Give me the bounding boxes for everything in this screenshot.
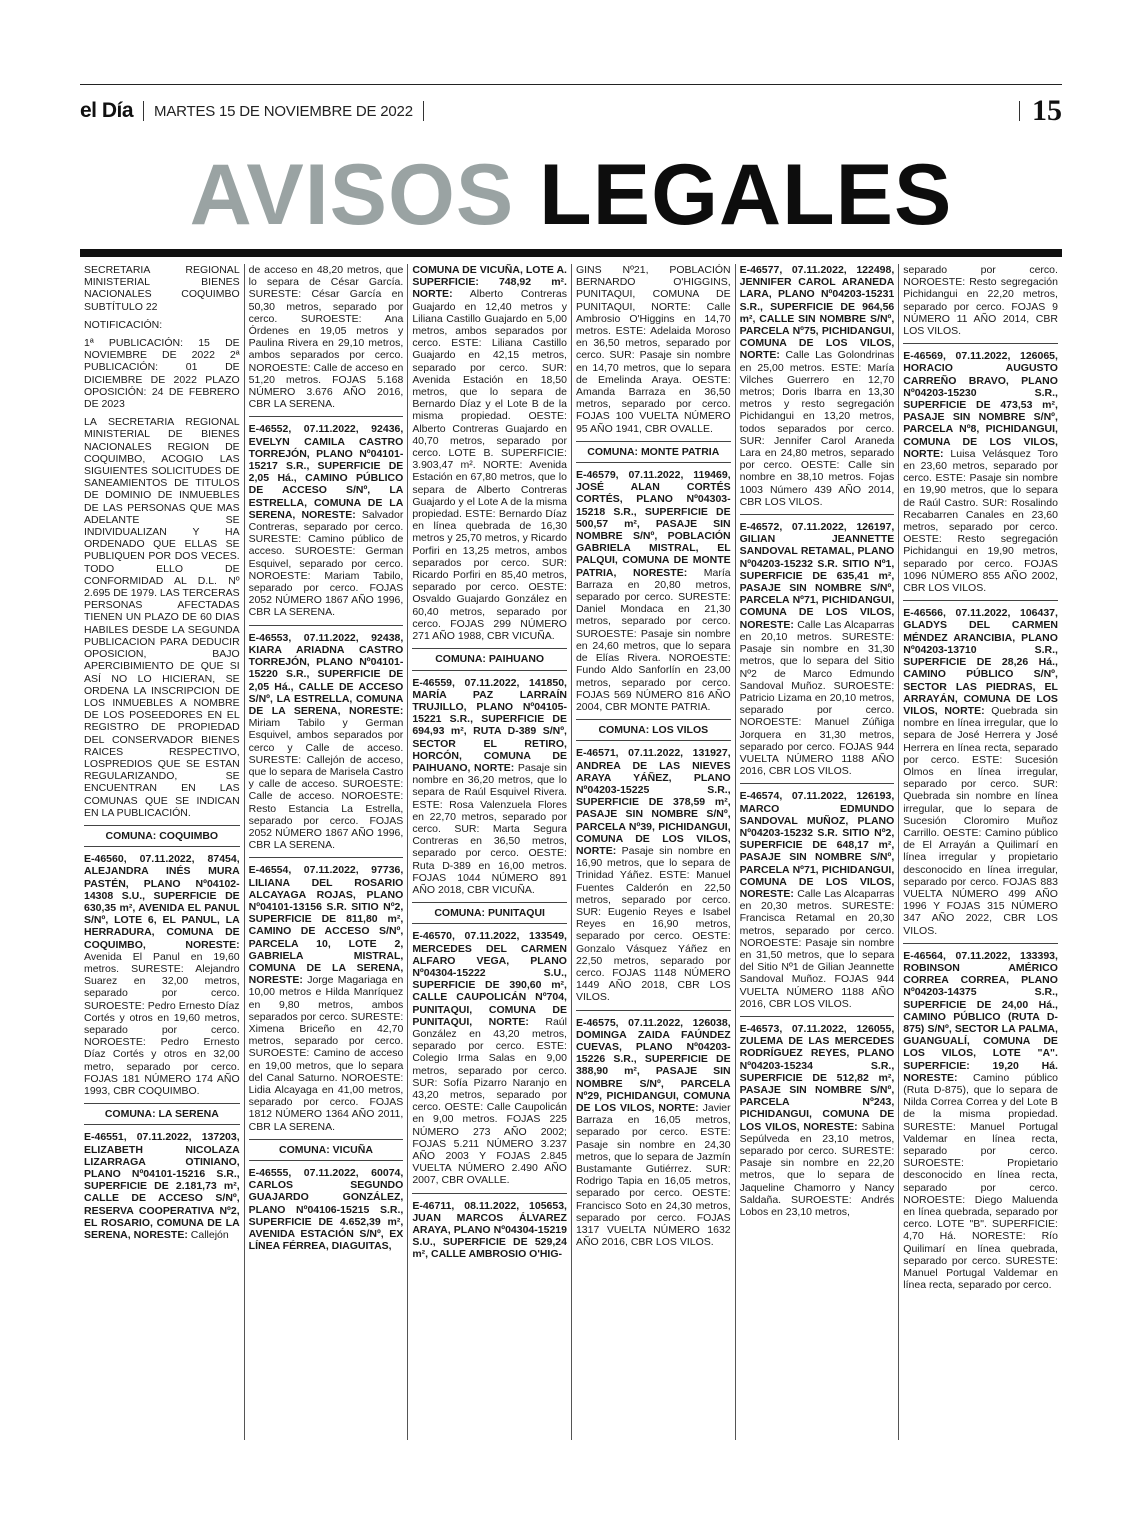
newspaper-logo: el Día — [80, 99, 134, 122]
notice-divider — [249, 416, 404, 417]
comuna-heading: COMUNA: VICUÑA — [249, 1139, 404, 1161]
notice-paragraph — [740, 521, 895, 777]
notice-bold-lead: E-46553, 07.11.2022, 92438, KIARA ARIADNA CASTRO TORREJÓN, PLANO Nº04101-15220 S.R., SUPERFICIE DE 2,05 Há., CALLE DE ACCESO S/Nº, LA ESTRELLA, COMUNA DE LA SERENA, NORESTE: — [248, 631, 404, 717]
notice-paragraph — [249, 1167, 404, 1252]
notice-body-text: GINS Nº21, POBLACIÓN BERNARDO O'HIGGINS, PUNITAQUI, COMUNA DE PUNITAQUI, NORTE: Calle Ambrosio O'Higgins en 14,70 metros. ESTE: Adelaida Moroso en 36,50 metros, separado por cerco. SUR: Pasaje sin nombre en 14,70 metros, que lo separa de Emelinda Araya. OESTE: Amanda Barraza en 36,50 metros, separado por cerco. FOJAS 100 VUELTA NÚMERO 95 AÑO 1941, CBR OVALLE. — [575, 264, 731, 435]
notice-body-text: Calle Las Alcaparras en 20,30 metros. SURESTE: Francisca Retamal en 20,30 metros, separado por cerco. NOROESTE: Pasaje sin nombre en 31,50 metros, que lo separa del Sitio Nº1 de Gilian Jeannette Sandoval Muñoz. FOJAS 944 VUELTA NÚMERO 1188 AÑO 2016, CBR LOS VILOS. — [739, 887, 895, 1010]
comuna-heading: COMUNA: PUNITAQUI — [412, 902, 567, 924]
notice-bold-lead: E-46571, 07.11.2022, 131927, ANDREA DE LAS NIEVES ARAYA YÁÑEZ, PLANO Nº04203-15225 S.R., SUPERFICIE DE 378,59 m², PASAJE SIN NOMBRE S/Nº, PARCELA Nº39, PICHIDANGUI, COMUNA DE LOS VILOS, NORTE: — [575, 747, 731, 857]
comuna-heading: COMUNA: COQUIMBO — [84, 825, 240, 847]
notice-divider — [249, 625, 404, 626]
notice-bold-lead: E-46573, 07.11.2022, 126055, ZULEMA DE LAS MERCEDES RODRÍGUEZ REYES, PLANO Nº04203-15234 S.R., SUPERFICIE DE 512,82 m², PASAJE SIN NOMBRE S/Nº, PARCELA Nº243, PICHIDANGUI, COMUNA DE LOS VILOS, NORESTE: — [739, 1022, 895, 1133]
notice-paragraph — [412, 264, 567, 642]
notice-body-text: SECRETARIA REGIONAL MINISTERIAL BIENES NACIONALES COQUIMBO SUBTÍTULO 22 — [84, 264, 240, 313]
comuna-heading: COMUNA: LA SERENA — [84, 1103, 240, 1125]
notice-bold-lead: E-46577, 07.11.2022, 122498, JENNIFER CAROL ARANEDA LARA, PLANO Nº04203-15231 S.R., SUPERFICIE DE 964,56 m², CALLE SIN NOMBRE S/Nº, PARCELA Nº75, PICHIDANGUI, COMUNA DE LOS VILOS, NORTE: — [739, 264, 895, 362]
notice-paragraph — [740, 264, 895, 508]
notice-paragraph — [903, 607, 1058, 936]
notice-bold-lead: E-46555, 07.11.2022, 60074, CARLOS SEGUNDO GUAJARDO GONZÁLEZ, PLANO Nº04106-15215 S.R., SUPERFICIE DE 4.652,39 m², AVENIDA ESTACIÓN S/Nº, EX LÍNEA FÉRREA, DIAGUITAS, — [248, 1167, 404, 1253]
notice-body-text: Avenida El Panul en 19,60 metros. SURESTE: Alejandro Suarez en 32,00 metros, separado por cerco. SUROESTE: Pedro Ernesto Díaz Cortés y otros en 19,60 metros, separado por cerco. NOROESTE: Pedro Ernesto Díaz Cortés y otros en 32,00 metro, separado por cerco. FOJAS 181 NÚMERO 174 AÑO 1993, CBR COQUIMBO. — [84, 950, 240, 1097]
notice-divider — [249, 857, 404, 858]
notice-paragraph — [84, 319, 240, 331]
column-2 — [244, 264, 408, 1440]
top-rule — [80, 84, 1062, 85]
notice-body-text: Sabina Sepúlveda en 23,10 metros, separado por cerco. SURESTE: Pasaje sin nombre en 22,20 metros, que lo separa de Jaqueline Chamorro y Nancy Saldaña. SUROESTE: Andrés Lobos en 23,10 metros, — [739, 1120, 895, 1219]
headline-word-avisos: AVISOS — [189, 147, 515, 243]
notice-body-text: 1ª PUBLICACIÓN: 15 DE NOVIEMBRE DE 2022 2ª PUBLICACIÓN: 01 DE DICIEMBRE DE 2022 PLAZO OPOSICIÓN: 24 DE FEBRERO DE 2023 — [84, 337, 240, 411]
header-separator — [423, 101, 424, 121]
notice-body-text: de acceso en 48,20 metros, que lo separa de César García. SURESTE: César García en 50,30 metros, separado por cerco. SUROESTE: Ana Órdenes en 19,05 metros y Paulina Rivera en 29,10 metros, ambos separados por cerco. NOROESTE: Calle de acceso en 51,20 metros. FOJAS 5.168 NÚMERO 3.676 AÑO 2016, CBR LA SERENA. — [248, 264, 404, 411]
column-5 — [735, 264, 899, 1440]
notice-body-text: Javier Barraza en 16,05 metros, separado por cerco. ESTE: Pasaje sin nombre en 24,30 metros, que lo separa de Jazmín Bustamante Gutiérrez. SUR: Rodrigo Tapia en 16,05 metros, separado por cerco. OESTE: Francisco Soto en 24,30 metros, separado por cerco. FOJAS 1317 VUELTA NÚMERO 1632 AÑO 2016, CBR LOS VILOS. — [575, 1102, 731, 1249]
notice-paragraph — [84, 853, 240, 1097]
notice-body-text: Pasaje sin nombre en 36,20 metros, que lo separa de Raúl Esquivel Rivera. ESTE: Rosa Valenzuela Flores en 22,70 metros, separado por cerco. SUR: Marta Segura Contreras en 36,50 metros, separado por cerco. OESTE: Ruta D-389 en 16,00 metros. FOJAS 1044 NÚMERO 891 AÑO 2018, CBR VICUÑA. — [412, 761, 567, 896]
notice-divider — [903, 943, 1058, 944]
headline-rule — [80, 249, 1062, 257]
notice-paragraph — [740, 1023, 895, 1218]
notice-paragraph — [249, 264, 404, 410]
notice-paragraph — [249, 864, 404, 1132]
notice-body-text: Pasaje sin nombre en 16,90 metros, que lo separa de Trinidad Yáñez. ESTE: Manuel Fuentes Calderón en 22,50 metros, separado por cerco. SUR: Eugenio Reyes e Isabel Reyes en 16,90 metros, separado por cerco. OESTE: Gonzalo Vásquez Yáñez en 22,50 metros, separado por cerco. FOJAS 1148 NÚMERO 1449 AÑO 2018, CBR LOS VILOS. — [575, 844, 731, 1004]
notice-paragraph — [903, 264, 1058, 337]
comuna-heading: COMUNA: MONTE PATRIA — [576, 441, 731, 463]
notice-body-text: Alberto Contreras Guajardo en 12,40 metros y Liliana Castillo Guajardo en 5,00 metros, ambos separados por cerco. ESTE: Liliana Castillo Guajardo en 42,15 metros, separado por cerco. SUR: Avenida Estación en 18,50 metros, que lo separa de Bernardo Díaz y el Lote B de la misma propiedad. OESTE: Alberto Contreras Guajardo en 40,70 metros, separado por cerco. LOTE B. SUPERFICIE: 3.903,47 m². NORTE: Avenida Estación en 67,80 metros, que lo separa de Alberto Contreras Guajardo y el Lote A de la misma propiedad. ESTE: Bernardo Díaz en línea quebrada de 16,30 metros y 25,70 metros, y Ricardo Porfiri en 13,25 metros, ambos separados por cerco. SUR: Ricardo Porfiri en 85,40 metros, separado por cerco. OESTE: Osvaldo Guajardo González en 60,40 metros, separado por cerco. FOJAS 299 NÚMERO 271 AÑO 1988, CBR VICUÑA. — [412, 288, 567, 643]
notice-bold-lead: COMUNA DE VICUÑA, LOTE A. SUPERFICIE: 748,92 m². NORTE: — [412, 264, 567, 301]
notice-body-text: LA SECRETARIA REGIONAL MINISTERIAL DE BIENES NACIONALES REGION DE COQUIMBO, ACOGIO LAS SIGUIENTES SOLICITUDES DE SANEAMIENTOS DE TITULOS DE DOMINIO DE INMUEBLES DE LAS PERSONAS QUE MAS ADELANTE SE INDIVIDUALIZAN Y HA ORDENADO QUE ELLAS SE PUBLIQUEN POR DOS VECES. TODO ELLO DE CONFORMIDAD AL D.L. Nº 2.695 DE 1979. LAS TERCERAS PERSONAS AFECTADAS TIENEN UN PLAZO DE 60 DIAS HABILES DESDE LA SEGUNDA PUBLICACION PARA DEDUCIR OPOSICION, BAJO APERCIBIMIENTO DE QUE SI ASÍ NO LO HICIERAN, SE ORDENA LA INSCRIPCION DE LOS INMUEBLES A NOMBRE DE LOS POSEEDORES EN EL REGISTRO DE PROPIEDAD DEL CONSERVADOR BIENES RAICES RESPECTIVO, LOSPREDIOS QUE SE ESTAN REGULARIZANDO, SE ENCUENTRAN EN LAS COMUNAS QUE SE INDICAN EN LA PUBLICACIÓN. — [84, 416, 240, 819]
notice-bold-lead: E-46560, 07.11.2022, 87454, ALEJANDRA INÉS MURA PASTÉN, PLANO Nº04102-14308 S.U., SUPERFICIE DE 630,35 m², AVENIDA EL PANUL S/Nº, LOTE 6, EL PANUL, LA HERRADURA, COMUNA DE COQUIMBO, NORESTE: — [84, 853, 240, 951]
notice-bold-lead: E-46711, 08.11.2022, 105653, JUAN MARCOS ÁLVAREZ ARAYA, PLANO Nº04304-15219 S.U., SUPERFICIE DE 529,24 m², CALLE AMBROSIO O'HIG- — [412, 1199, 567, 1261]
notice-bold-lead: E-46551, 07.11.2022, 137203, ELIZABETH NICOLAZA LIZARRAGA OTINIANO, PLANO Nº04101-15216 S.R., SUPERFICIE DE 2.181,73 m², CALLE DE ACCESO S/Nº, RESERVA COOPERATIVA Nº2, EL ROSARIO, COMUNA DE LA SERENA, NORESTE: — [84, 1131, 240, 1242]
notice-paragraph — [412, 1200, 567, 1261]
notice-paragraph — [249, 632, 404, 852]
notice-paragraph — [903, 350, 1058, 594]
notice-bold-lead: E-46569, 07.11.2022, 126065, HORACIO AUGUSTO CARREÑO BRAVO, PLANO Nº04203-15230 S.R., SUPERFICIE DE 473,53 m², PASAJE SIN NOMBRE S/Nº, PARCELA Nº8, PICHIDANGUI, COMUNA DE LOS VILOS, NORTE: — [903, 350, 1058, 460]
notice-body-text: María Barraza en 20,80 metros, separado por cerco. SURESTE: Daniel Mondaca en 21,30 metros, separado por cerco. SUROESTE: Pasaje sin nombre en 24,60 metros, que lo separa de Elías Rivera. NOROESTE: Fundo Aldo Sanforlín en 23,00 metros, separado por cerco. FOJAS 569 NÚMERO 816 AÑO 2004, CBR MONTE PATRIA. — [575, 566, 731, 713]
notice-bold-lead: E-46554, 07.11.2022, 97736, LILIANA DEL ROSARIO ALCAYAGA ROJAS, PLANO Nº04101-13156 S.R. SITIO Nº2, SUPERFICIE DE 811,80 m², CAMINO DE ACCESO S/Nº, PARCELA 10, LOTE 2, GABRIELA MISTRAL, COMUNA DE LA SERENA, NORESTE: — [248, 864, 404, 987]
notice-paragraph — [84, 337, 240, 410]
notice-bold-lead: E-46559, 07.11.2022, 141850, MARÍA PAZ LARRAÍN TRUJILLO, PLANO Nº04105-15221 S.R., SUPERFICIE DE 694,93 m², RUTA D-389 S/Nº, SECTOR EL RETIRO, HORCÓN, COMUNA DE PAIHUANO, NORTE: — [412, 676, 567, 774]
notice-body-text: Miriam Tabilo y German Esquivel, ambos separados por cerco y Calle de acceso. SURESTE: Callejón de acceso, que lo separa de Marisela Castro y calle de acceso. SUROESTE: Calle de acceso. NOROESTE: Resto Estancia La Estrella, separado por cerco. FOJAS 2052 NÚMERO 1867 AÑO 1996, CBR LA SERENA. — [248, 717, 404, 852]
notice-body-text: Jorge Magariaga en 10,00 metros e Hilda Manríquez en 9,80 metros, ambos separados por cerco. SURESTE: Ximena Briceño en 42,70 metros, separado por cerco. SUROESTE: Camino de acceso en 19,00 metros, que lo separa del Canal Saturno. NOROESTE: Lidia Alcayaga en 41,00 metros, separado por cerco. FOJAS 1812 NÚMERO 1364 AÑO 2011, CBR LA SERENA. — [248, 974, 404, 1133]
section-headline — [80, 147, 1062, 243]
notice-paragraph — [412, 930, 567, 1186]
notice-columns — [80, 264, 1062, 1440]
notice-bold-lead: E-46570, 07.11.2022, 133549, MERCEDES DEL CARMEN ALFARO VEGA, PLANO Nº04304-15222 S.U., SUPERFICIE DE 390,60 m², CALLE CAUPOLICÁN Nº704, PUNITAQUI, COMUNA DE PUNITAQUI, NORTE: — [412, 930, 567, 1028]
notice-paragraph — [249, 423, 404, 618]
notice-paragraph — [903, 950, 1058, 1292]
headline-word-legales: LEGALES — [539, 147, 953, 243]
notice-body-text: Camino público (Ruta D-875), que lo separa de Nilda Correa Correa y del Lote B de la misma propiedad. SURESTE: Manuel Portugal Valdemar en línea recta, separado por cerco. SUROESTE: Propietario desconocido en línea recta, separado por cerco. NOROESTE: Diego Maluenda en línea quebrada, separado por cerco. LOTE "B". SUPERFICIE: 4,70 Há. NORESTE: Río Quilimarí en línea quebrada, separado por cerco. SURESTE: Manuel Portugal Valdemar en línea recta, separado por cerco. — [903, 1071, 1058, 1292]
comuna-heading: COMUNA: PAIHUANO — [412, 648, 567, 670]
notice-bold-lead: E-46566, 07.11.2022, 106437, GLADYS DEL CARMEN MÉNDEZ ARANCIBIA, PLANO Nº04203-13710 S.R., SUPERFICIE DE 28,26 Há., CAMINO PÚBLICO S/Nº, SECTOR LAS PIEDRAS, EL ARRAYÁN, COMUNA DE LOS VILOS, NORTE: — [903, 607, 1058, 717]
notice-divider — [412, 1193, 567, 1194]
notice-divider — [576, 1010, 731, 1011]
notice-bold-lead: E-46572, 07.11.2022, 126197, GILIAN JEANNETTE SANDOVAL RETAMAL, PLANO Nº04203-15232 S.R. SITIO Nº1, SUPERFICIE DE 635,41 m², PASAJE SIN NOMBRE S/Nº, PARCELA Nº71, PICHIDANGUI, COMUNA DE LOS VILOS, NORESTE: — [739, 521, 895, 631]
page-header — [80, 94, 1062, 128]
notice-body-text: Quebrada sin nombre en línea irregular, que lo separa de José Herrera y José Herrera en línea recta, separado por cerco. ESTE: Sucesión Olmos en línea irregular, separado por cerco. SUR: Quebrada sin nombre en línea irregular, que lo separa de Sucesión Cloromiro Muñoz Carrillo. OESTE: Camino público de El Arrayán a Quilimarí en línea irregular y propietario desconocido en línea irregular, separado por cerco. FOJAS 883 VUELTA NÚMERO 499 AÑO 1996 Y FOJAS 315 NÚMERO 347 AÑO 2022, CBR LOS VILOS. — [903, 704, 1058, 937]
notice-paragraph — [740, 790, 895, 1010]
notice-divider — [903, 343, 1058, 344]
notice-divider — [740, 514, 895, 515]
notice-paragraph — [576, 264, 731, 435]
header-separator — [143, 101, 144, 121]
notice-bold-lead: E-46564, 07.11.2022, 133393, ROBINSON AMÉRICO CORREA CORREA, PLANO Nº04203-14375 S.R., SUPERFICIE DE 24,00 Há., CAMINO PÚBLICO (RUTA D-875) S/Nº, SECTOR LA PALMA, GUANGUALÍ, COMUNA DE LOS VILOS, LOTE "A". SUPERFICIE: 19,20 Há. NORESTE: — [903, 949, 1058, 1084]
notice-body-text: Calle Las Golondrinas en 25,00 metros. ESTE: María Vilches Guerrero en 12,70 metros; Doris Ibarra en 13,30 metros y resto segregación Pichidangui en 13,20 metros, todos separados por cerco. SUR: Jennifer Carol Araneda Lara en 24,80 metros, separado por cerco. OESTE: Calle sin nombre en 38,10 metros. Fojas 1003 Número 439 AÑO 2014, CBR LOS VILOS. — [739, 349, 895, 508]
notice-body-text: Callejón — [187, 1229, 229, 1242]
notice-bold-lead: E-46574, 07.11.2022, 126193, MARCO EDMUNDO SANDOVAL MUÑOZ, PLANO Nº04203-15232 S.R. SITIO Nº2, SUPERFICIE DE 648,17 m², PASAJE SIN NOMBRE S/Nº, PARCELA Nº71, PICHIDANGUI, COMUNA DE LOS VILOS, NORESTE: — [739, 790, 895, 900]
notice-bold-lead: E-46552, 07.11.2022, 92436, EVELYN CAMILA CASTRO TORREJÓN, PLANO Nº04101-15217 S.R., SUPERFICIE DE 2,05 Há., CAMINO PÚBLICO DE ACCESO S/Nº, LA ESTRELLA, COMUNA DE LA SERENA, NORESTE: — [248, 423, 404, 521]
notice-body-text: NOTIFICACIÓN: — [84, 318, 163, 331]
notice-paragraph — [84, 264, 240, 313]
page-number: 15 — [1032, 94, 1062, 127]
notice-bold-lead: E-46579, 07.11.2022, 119469, JOSÉ ALAN CORTÉS CORTÉS, PLANO Nº04303-15218 S.R., SUPERFICIE DE 500,57 m², PASAJE SIN NOMBRE S/Nº, POBLACIÓN GABRIELA MISTRAL, EL PALQUI, COMUNA DE MONTE PATRIA, NORESTE: — [575, 469, 731, 579]
comuna-heading: COMUNA: LOS VILOS — [576, 719, 731, 741]
column-4 — [571, 264, 735, 1440]
notice-paragraph — [576, 747, 731, 1003]
notice-body-text: Calle Las Alcaparras en 20,10 metros. SURESTE: Pasaje sin nombre en 31,30 metros, que lo separa del Sitio Nº2 de Marco Edmundo Sandoval Muñoz. SUROESTE: Patricio Lizama en 20,10 metros, separado por cerco. NOROESTE: Manuel Zúñiga Jorquera en 31,30 metros, separado por cerco. FOJAS 944 VUELTA NÚMERO 1188 AÑO 2016, CBR LOS VILOS. — [739, 618, 895, 778]
notice-paragraph — [412, 677, 567, 897]
notice-body-text: Salvador Contreras, separado por cerco. SURESTE: Camino público de acceso. SUROESTE: German Esquivel, separado por cerco. NOROESTE: Mariam Tabilo, separado por cerco. FOJAS 2052 NÚMERO 1867 AÑO 1996, CBR LA SERENA. — [248, 508, 404, 619]
notice-paragraph — [84, 1131, 240, 1241]
notice-body-text: Luisa Velásquez Toro en 23,60 metros, separado por cerco. ESTE: Pasaje sin nombre en 19,90 metros, que lo separa de Raúl Castro. SUR: Rosalindo Recabarren Canales en 23,60 metros, separado por cerco. OESTE: Resto segregación Pichidangui en 19,90 metros, separado por cerco. FOJAS 1096 NÚMERO 855 AÑO 2002, CBR LOS VILOS. — [903, 447, 1058, 595]
notice-paragraph — [576, 469, 731, 713]
notice-paragraph — [84, 416, 240, 819]
issue-date: MARTES 15 DE NOVIEMBRE DE 2022 — [154, 102, 413, 120]
column-6 — [898, 264, 1062, 1440]
notice-paragraph — [576, 1017, 731, 1249]
notice-body-text: Raúl González en 43,20 metros, separado por cerco. ESTE: Colegio Irma Salas en 9,00 metros, separado por cerco. SUR: Sofía Pizarro Naranjo en 43,20 metros, separado por cerco. OESTE: Calle Caupolicán en 9,00 metros. FOJAS 225 NÚMERO 273 AÑO 2002; FOJAS 5.211 NÚMERO 3.237 AÑO 2003 Y FOJAS 2.845 VUELTA NÚMERO 2.490 AÑO 2007, CBR OVALLE. — [412, 1015, 567, 1187]
notice-divider — [740, 1016, 895, 1017]
column-3 — [407, 264, 571, 1440]
notice-bold-lead: E-46575, 07.11.2022, 126038, DOMINGA ZAIDA FAÚNDEZ CUEVAS, PLANO Nº04203-15226 S.R., SUPERFICIE DE 388,90 m², PASAJE SIN NOMBRE S/Nº, PARCELA Nº29, PICHIDANGUI, COMUNA DE LOS VILOS, NORTE: — [575, 1016, 731, 1114]
notice-body-text: separado por cerco. NOROESTE: Resto segregación Pichidangui en 22,20 metros, separado por cerco. FOJAS 9 NÚMERO 11 AÑO 2014, CBR LOS VILOS. — [903, 264, 1058, 338]
page-number-separator — [1019, 101, 1020, 121]
notice-divider — [740, 783, 895, 784]
notice-divider — [903, 600, 1058, 601]
column-1 — [80, 264, 244, 1440]
